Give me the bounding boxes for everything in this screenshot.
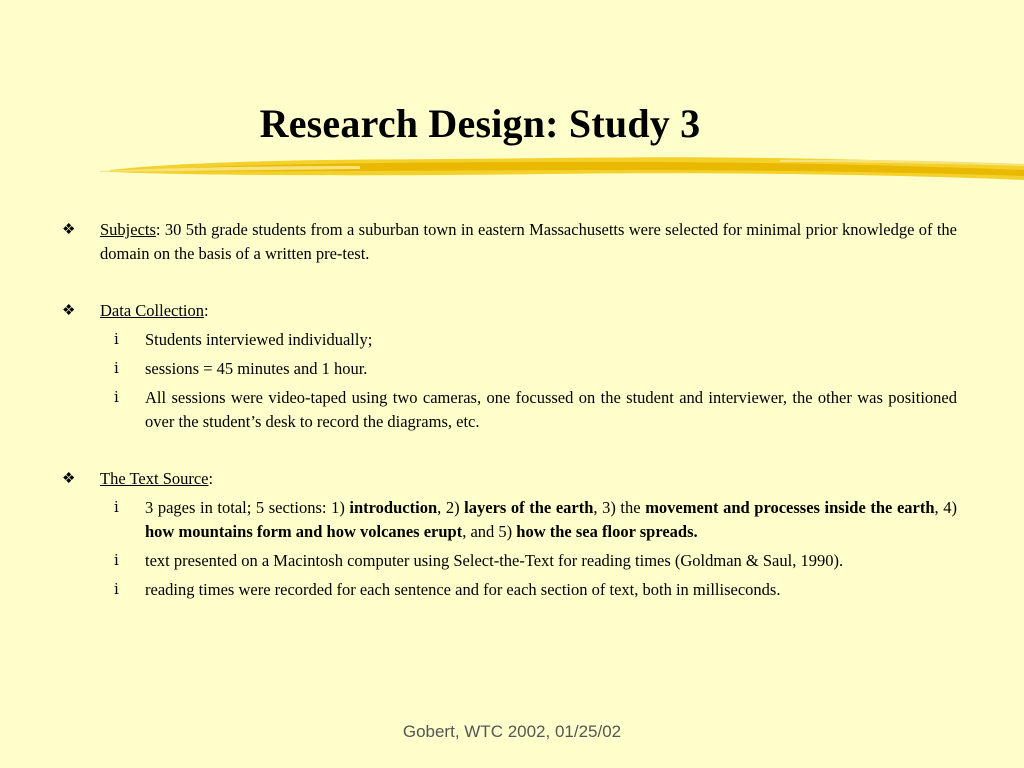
data-collection-item — [62, 386, 957, 434]
section-layers: layers of the earth — [464, 498, 594, 517]
sub-bullet-text: Students interviewed individually; — [145, 330, 373, 349]
sub-bullet-text: sessions = 45 minutes and 1 hour. — [145, 359, 368, 378]
text-source-item-reading-times — [62, 578, 957, 602]
sub-bullet-text: All sessions were video-taped using two cameras, one focussed on the student and interviewer, the other was positioned over the student’s desk to record the diagrams, etc. — [145, 388, 957, 431]
bullet-text-source — [62, 467, 957, 491]
sub-bullet-icon: ⅰ — [114, 332, 119, 348]
text-source-item-sections — [62, 496, 957, 544]
section-introduction: introduction — [349, 498, 438, 517]
text-source-item-macintosh — [62, 549, 957, 573]
data-collection-label: Data Collection — [100, 301, 205, 320]
sections-text-3: , 3) the — [593, 498, 646, 517]
bullet-data-collection — [62, 299, 957, 323]
sub-bullet-icon: ⅰ — [114, 553, 119, 569]
sections-text-5: , and 5) — [462, 522, 517, 541]
sub-bullet-icon: ⅰ — [114, 582, 119, 598]
data-collection-item — [62, 357, 957, 381]
sections-text-1: 3 pages in total; 5 sections: 1) — [145, 498, 350, 517]
section-movement: movement and processes inside the earth — [645, 498, 935, 517]
sub-bullet-icon: ⅰ — [114, 390, 119, 406]
diamond-bullet-icon: ❖ — [62, 222, 76, 238]
section-sea-floor: how the sea floor spreads. — [516, 522, 698, 541]
sub-bullet-icon: ⅰ — [114, 500, 119, 516]
sub-bullet-text: text presented on a Macintosh computer using Select-the-Text for reading times (Goldman & Saul, 1990). — [145, 551, 844, 570]
text-source-colon: : — [208, 469, 214, 488]
sections-text-2: , 2) — [437, 498, 465, 517]
sections-text-4: , 4) — [934, 498, 958, 517]
slide-title: Research Design: Study 3 — [259, 101, 701, 146]
diamond-bullet-icon: ❖ — [62, 303, 76, 319]
sub-bullet-icon: ⅰ — [114, 361, 119, 377]
slide-body — [62, 218, 957, 602]
bullet-subjects — [62, 218, 957, 266]
data-collection-colon: : — [204, 301, 209, 320]
section-mountains: how mountains form and how volcanes erupt — [145, 522, 463, 541]
sub-bullet-text: reading times were recorded for each sentence and for each section of text, both in milliseconds. — [145, 580, 781, 599]
subjects-label: Subjects — [100, 220, 156, 239]
subjects-text: : 30 5th grade students from a suburban town in eastern Massachusetts were selected for minimal prior knowledge of the domain on the basis of a written pre-test. — [100, 220, 957, 263]
diamond-bullet-icon: ❖ — [62, 471, 76, 487]
text-source-label: The Text Source — [100, 469, 209, 488]
title-underline-brushstroke — [100, 150, 1024, 186]
data-collection-item — [62, 328, 957, 352]
slide-footer: Gobert, WTC 2002, 01/25/02 — [402, 722, 622, 741]
